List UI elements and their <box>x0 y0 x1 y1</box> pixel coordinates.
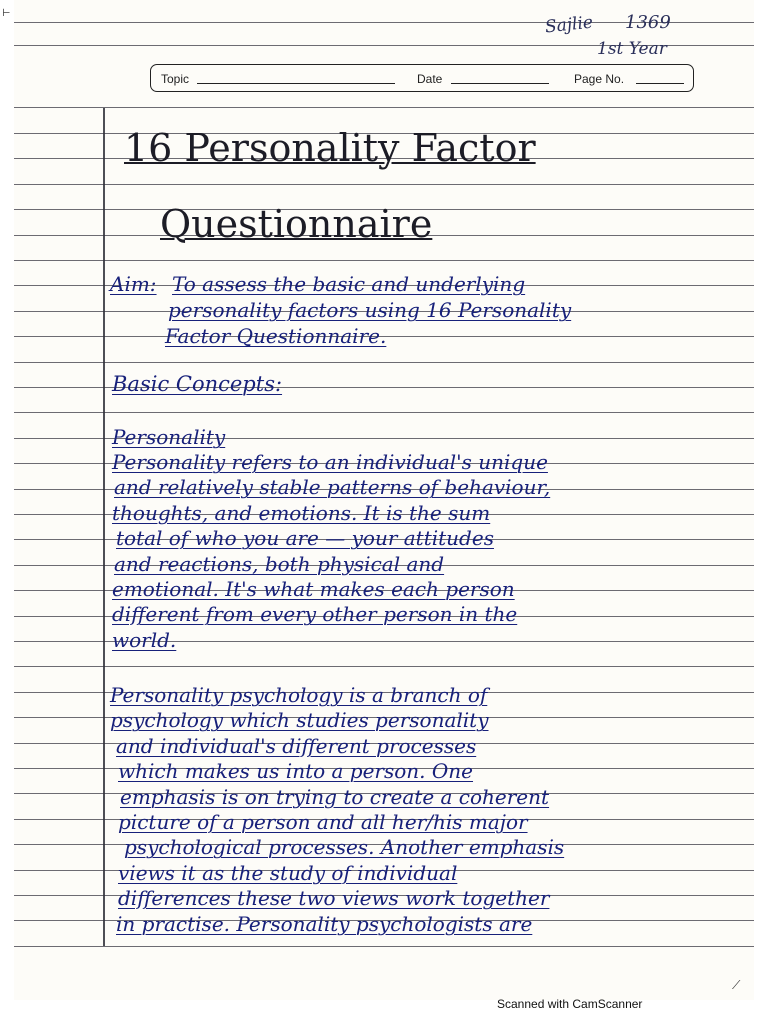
handwritten-line: views it as the study of individual <box>118 860 458 885</box>
aim-label: Aim: <box>110 272 157 296</box>
handwritten-line: Personality refers to an individual's unique <box>112 450 548 474</box>
handwritten-line: different from every other person in the <box>112 602 518 627</box>
aim-line: To assess the basic and underlying <box>172 272 526 296</box>
handwritten-line: total of who you are — your attitudes <box>116 526 494 551</box>
handwritten-line: and reactions, both physical and <box>114 551 445 576</box>
title-line-2: Questionnaire <box>160 202 433 246</box>
handwritten-line: thoughts, and emotions. It is the sum <box>112 500 491 525</box>
edge-mark: ⊢ <box>2 8 11 19</box>
footer-watermark: Scanned with CamScanner <box>497 997 643 1011</box>
handwritten-line: picture of a person and all her/his major <box>118 810 528 834</box>
aim-line: personality factors using 16 Personality <box>168 298 572 322</box>
basic-concepts-heading: Basic Concepts: <box>112 372 283 396</box>
ruled-line <box>14 946 754 947</box>
ruled-line <box>14 362 754 363</box>
handwritten-line: psychology which studies personality <box>110 708 489 733</box>
margin-line <box>103 108 105 946</box>
title-line-1: 16 Personality Factor <box>124 126 536 170</box>
handwritten-line: world. <box>112 627 177 652</box>
page-no-blank <box>636 83 684 84</box>
topic-blank <box>197 83 395 84</box>
handwritten-line: and relatively stable patterns of behaviour, <box>114 475 551 500</box>
header-box <box>150 64 694 92</box>
handwritten-line: in practise. Personality psychologists are <box>116 911 533 936</box>
ruled-line <box>14 666 754 667</box>
aim-line: Factor Questionnaire. <box>165 324 387 348</box>
corner-mark: ⟋ <box>732 978 741 992</box>
handwritten-line: psychological processes. Another emphasis <box>124 835 565 860</box>
date-blank <box>451 83 549 84</box>
personality-heading: Personality <box>112 425 226 449</box>
handwritten-line: differences these two views work together <box>118 886 550 911</box>
ruled-line <box>14 107 754 108</box>
topic-label: Topic <box>161 72 190 86</box>
ruled-line <box>14 412 754 413</box>
handwritten-line: and individual's different processes <box>116 733 477 758</box>
ruled-line <box>14 184 754 185</box>
signature-number: 1369 <box>625 12 671 33</box>
ruled-line <box>14 260 754 261</box>
signature-name: Sajlie <box>544 12 594 38</box>
handwritten-line: Personality psychology is a branch of <box>110 683 488 707</box>
handwritten-line: which makes us into a person. One <box>118 759 474 784</box>
date-label: Date <box>417 72 443 86</box>
handwritten-line: emotional. It's what makes each person <box>112 577 515 601</box>
page-no-label: Page No. <box>574 72 625 86</box>
signature-year: 1st Year <box>597 39 667 59</box>
handwritten-line: emphasis is on trying to create a coherent <box>120 784 550 809</box>
